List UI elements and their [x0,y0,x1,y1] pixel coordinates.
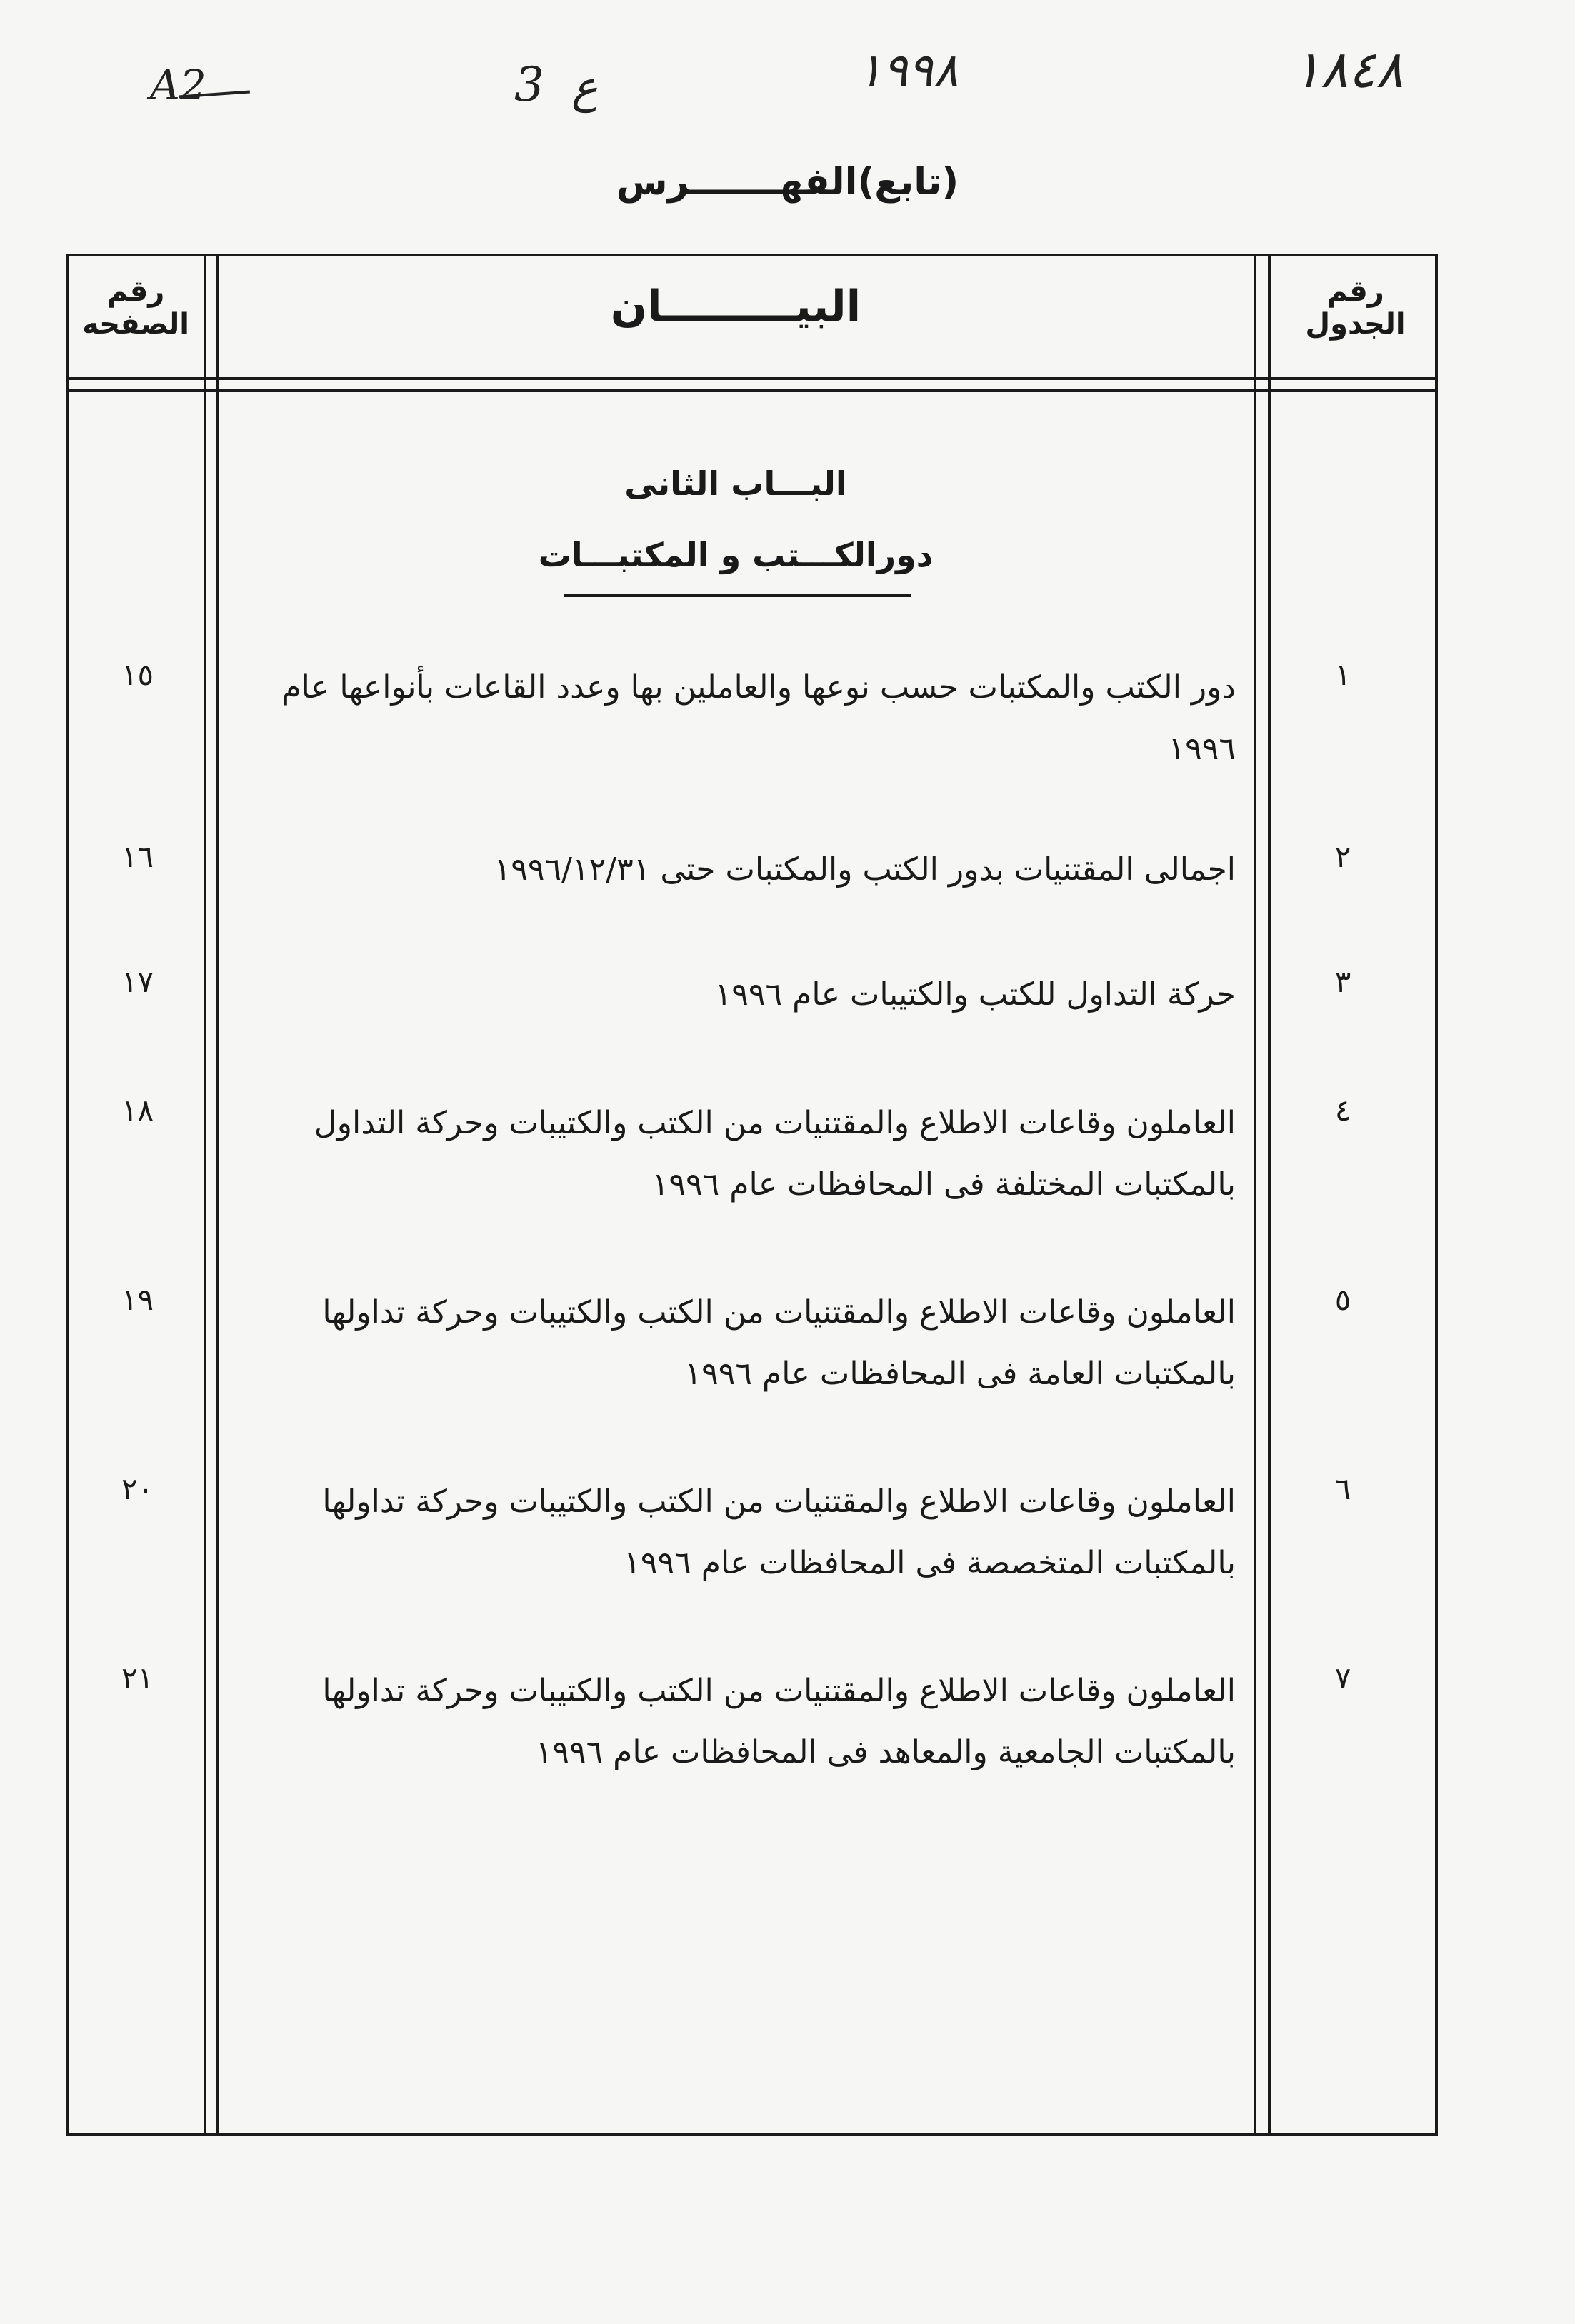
row-table-number: ٢ [1334,839,1351,874]
row-description: العاملون وقاعات الاطلاع والمقتنيات من الكتب والكتيبات وحركة التداول بالمكتبات المختلفة فى المحافظات عام ١٩٩٦ [314,1105,1236,1203]
row-page-number: ١٩ [121,1282,154,1317]
column-divider [1254,254,1256,2136]
row-page-number: ١٧ [121,964,154,999]
handwritten-year: ١٩٩٨ [857,43,959,98]
handwritten-a2: A2 [150,61,206,109]
row-description: العاملون وقاعات الاطلاع والمقتنيات من الكتب والكتيبات وحركة تداولها بالمكتبات الجامعية والمعاهد فى المحافظات عام ١٩٩٦ [322,1673,1236,1770]
row-table-number: ٤ [1334,1093,1351,1128]
row-description: العاملون وقاعات الاطلاع والمقتنيات من الكتب والكتيبات وحركة تداولها بالمكتبات العامة فى المحافظات عام ١٩٩٦ [322,1294,1236,1392]
chapter-subject: دورالكـــتب و المكتبـــات [538,536,934,574]
row-page-number: ١٥ [121,657,154,692]
row-description: العاملون وقاعات الاطلاع والمقتنيات من الكتب والكتيبات وحركة تداولها بالمكتبات المتخصصة فى المحافظات عام ١٩٩٦ [322,1483,1236,1581]
row-description: اجمالى المقتنيات بدور الكتب والمكتبات حتى ١٩٩٦/١٢/٣١ [494,851,1236,888]
chapter-underline [564,594,911,597]
row-description: دور الكتب والمكتبات حسب نوعها والعاملين بها وعدد القاعات بأنواعها عام ١٩٩٦ [281,669,1236,767]
row-table-number: ٦ [1334,1471,1351,1506]
header-description: البيـــــــــان [610,281,861,331]
page-heading: (تابع)الفهـــــــرس [616,161,959,204]
row-description: حركة التداول للكتب والكتيبات عام ١٩٩٦ [714,976,1236,1013]
row-page-number: ١٨ [121,1093,154,1128]
header-page-number: رقم الصفحه [81,275,190,341]
column-divider [1268,254,1271,2136]
row-table-number: ٥ [1334,1282,1351,1317]
row-table-number: ٣ [1334,964,1351,999]
handwritten-ayn: ع [571,61,598,113]
row-table-number: ١ [1334,657,1351,692]
row-table-number: ٧ [1334,1661,1351,1696]
handwritten-3: 3 [514,57,544,112]
header-divider [66,389,1438,392]
row-page-number: ١٦ [121,839,154,874]
row-page-number: ٢١ [121,1661,154,1696]
column-divider [204,254,206,2136]
handwritten-ref-number: ١٨٤٨ [1293,39,1404,99]
header-table-number: رقم الجدول [1305,275,1406,341]
row-page-number: ٢٠ [121,1471,154,1506]
column-divider [216,254,219,2136]
header-divider [66,377,1438,380]
chapter-title: البـــاب الثانى [624,464,847,503]
